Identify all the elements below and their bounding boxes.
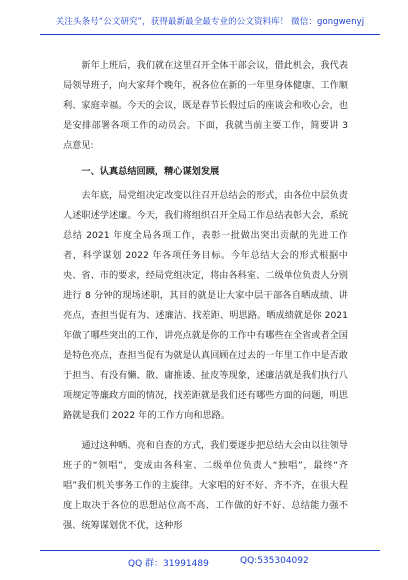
qq-group-number: QQ 群：31991489 <box>128 559 209 569</box>
body-paragraph: 通过这种晒、亮和自查的方式，我们要逐步把总结大会由以往领导班子的“领唱”，变成由各科室、二级单位负责人“独唱”，最终“齐唱”我们机关事务工作的主旋律。大家唱的好不好、齐不齐，在很大程度上取决于各位的思想站位高不高、工作做的好不好、总结能力强不强、统筹谋划优不优，这种形 <box>63 440 348 531</box>
body-paragraph: 去年底，局党组决定改变以往召开总结会的形式，由各位中层负责人述职述学述廉。今天，我们将组织召开全局工作总结表彰大会，系统总结 2021 年度全局各项工作，表彰一批做出突出贡献的先进工作者，科学谋划 2022 年各项任务目标。今年总结大会的形式根据中央、省、市的要求，经局党组决定，将由各科室、二级单位负责人分别进行 8 分钟的现场述职，其目的就是让大家中层干部各自晒成绩、讲亮点，查担当促有为、述廉洁、找差距、明思路。晒成绩就是你 2021 年做了哪些突出的工作，讲亮点就是你的工作中有哪些在全省或者全国是特色亮点，查担当促有为就是认真回顾在过去的一年里工作中是否敢于担当、有没有懒、散、庸推诿、扯皮等现象，述廉洁就是我们执行八项规定等廉政方面的情况，找差距就是我们还有哪些方面的问题，明思路就是我们 2022 年的工作方向和思路。 <box>63 190 348 421</box>
page-header-banner: 关注头条号“公文研究”，获得最新最全最专业的公文资料库！ 微信：gongwenyj <box>55 17 365 27</box>
header-divider <box>40 34 380 35</box>
section-heading: 一、认真总结回顾，精心谋划发展 <box>81 166 220 177</box>
page-footer <box>40 550 380 572</box>
document-body <box>63 56 348 536</box>
footer-divider <box>40 550 380 551</box>
intro-paragraph: 新年上班后，我们就在这里召开全体干部会议，借此机会，我代表局领导班子，向大家拜个晚年，祝各位在新的一年里身体健康、工作顺利、家庭幸福。今天的会议，既是春节长假过后的座谈会和收心会，也是安排部署各项工作的动员会。下面，我就当前主要工作，简要讲 3 点意见: <box>63 60 348 151</box>
qq-number: QQ:535304092 <box>240 556 309 566</box>
